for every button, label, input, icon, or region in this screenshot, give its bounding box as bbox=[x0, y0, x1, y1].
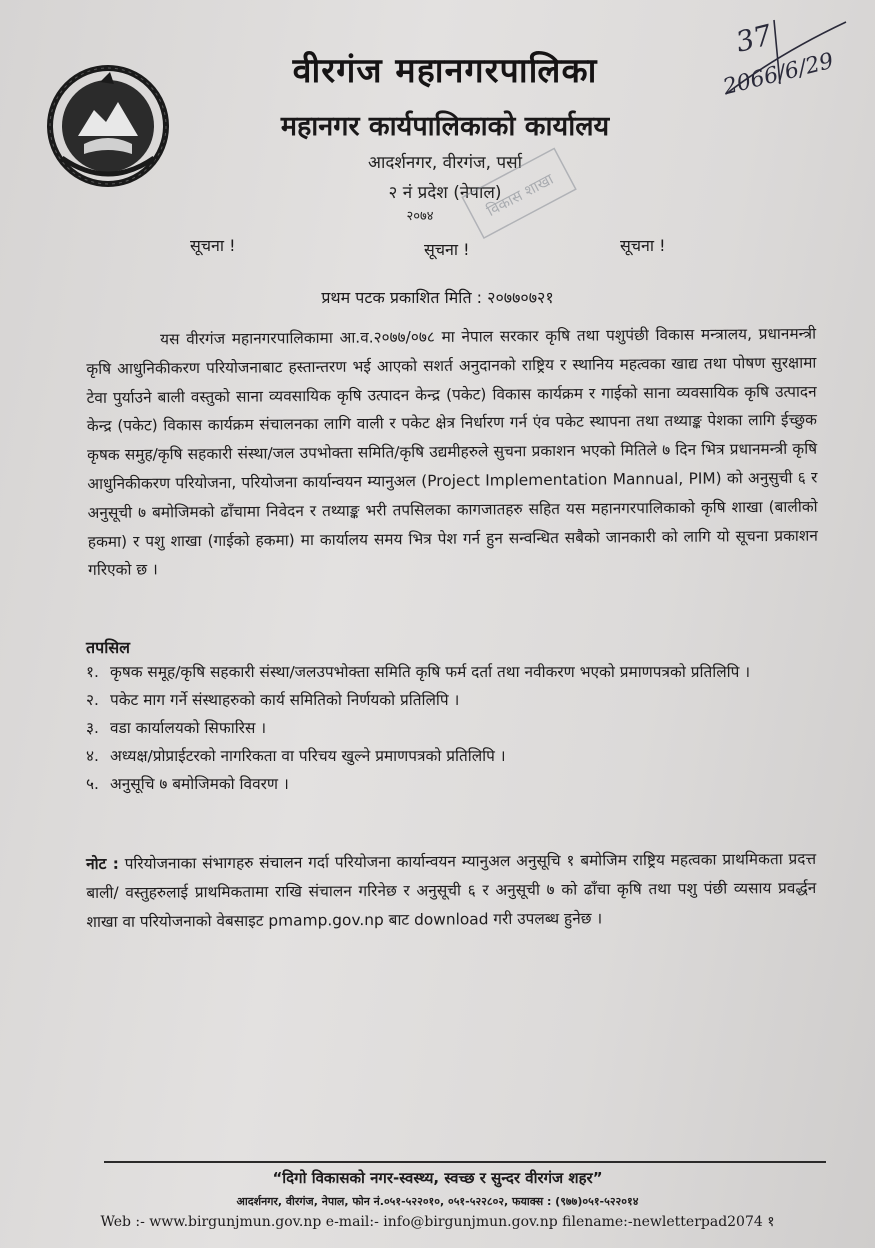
notice-body: यस वीरगंज महानगरपालिकामा आ.व.२०७७/०७८ मा नेपाल सरकार कृषि तथा पशुपंछी विकास मन्त्रालय, प्रधानमन्त्री कृषि आधुनिकीकरण परियोजनाबाट हस्तान्तरण भई आएको सशर्त अनुदानको राष्ट्रिय र स्थानिय महत्वका खाद्य तथा पोषण सुरक्षामा टेवा पुर्याउने बाली वस्तुको साना व्यवसायिक कृषि उत्पादन केन्द्र (पकेट) विकास कार्यक्रम र गाईको साना व्यवसायिक कृषि उत्पादन केन्द्र (पकेट) विकास कार्यक्रम संचालनका लागि वाली र पकेट क्षेत्र निर्धारण गर्न एंव पकेट स्थापना तथा तथ्याङ्क पेशका लागि ईच्छुक कृषक समुह/कृषि सहकारी संस्था/जल उपभोक्ता समिति/कृषि उद्यमीहरुले सुचना प्रकाशन भएको मितिले ७ दिन भित्र प्रधानमन्त्री कृषि आधुनिकीकरण परियोजना, परियोजना कार्यान्वयन म्यानुअल (Project Implementation Mannual, PIM) को अनुसुची ६ र अनुसूची ७ बमोजिमको ढाँचामा निवेदन र तथ्याङ्क भरी तपसिलका कागजातहरु सहित यस महानगरपालिकाको कृषि शाखा (बालीको हकमा) र पशु शाखा (गाईको हकमा) मा कार्यालय समय भित्र पेश गर्न हुन सन्वन्धित सबैको जानकारी को लागि यो सूचना प्रकाशन गरिएको छ । bbox=[86, 324, 818, 580]
province-line: २ नं प्रदेश (नेपाल) bbox=[388, 183, 502, 203]
note-paragraph bbox=[86, 845, 817, 937]
list-item-number: २. bbox=[86, 691, 99, 709]
footer-contact: आदर्शनगर, वीरगंज, नेपाल, फोन नं.०५१-५२२०१०, ०५१-५२२८०२, फयाक्स : (९७७)०५१-५२२०१४ bbox=[236, 1195, 639, 1208]
list-item-number: ३. bbox=[86, 719, 99, 737]
office-stamp-icon bbox=[460, 140, 580, 250]
notice-label-center: सूचना ! bbox=[424, 240, 470, 259]
footer-slogan: “दिगो विकासको नगर-स्वस्थ्य, स्वच्छ र सुन्दर वीरगंज शहर” bbox=[272, 1169, 603, 1187]
list-item-text: अध्यक्ष/प्रोप्राईटरको नागरिकता वा परिचय खुल्ने प्रमाणपत्रको प्रतिलिपि । bbox=[110, 747, 506, 765]
handwritten-number: 37 bbox=[732, 18, 776, 59]
office-title: महानगर कार्यपालिकाको कार्यालय bbox=[280, 111, 610, 142]
note-label: नोट : bbox=[86, 854, 119, 873]
list-item bbox=[86, 742, 806, 770]
notice-label-left: सूचना ! bbox=[190, 236, 236, 255]
note-text: परियोजनाका संभागहरु संचालन गर्दा परियोजना कार्यान्वयन म्यानुअल अनुसूचि १ बमोजिम राष्ट्रिय महत्वका प्राथमिकता प्रदत्त बाली/ वस्तुहरुलाई प्राथमिकतामा राखि संचालन गरिनेछ र अनुसूची ६ र अनुसूची ७ को ढाँचा कृषि तथा पशु पंछी व्यसाय प्रवर्द्धन शाखा वा परियोजनाको वेबसाइट pmamp.gov.np बाट download गरी उपलब्ध हुनेछ । bbox=[86, 849, 817, 931]
list-item-text: अनुसूचि ७ बमोजिमको विवरण । bbox=[110, 775, 289, 793]
nepal-emblem-icon bbox=[44, 62, 172, 190]
handwritten-date: 2066/6/29 bbox=[720, 48, 837, 101]
notice-label-right: सूचना ! bbox=[620, 236, 666, 255]
list-item-number: १. bbox=[86, 663, 99, 681]
list-item bbox=[86, 770, 806, 798]
list-item-text: वडा कार्यालयको सिफारिस । bbox=[110, 719, 267, 737]
stamp-text: विकास शाखा bbox=[483, 169, 557, 221]
published-date: प्रथम पटक प्रकाशित मिति : २०७७०७२१ bbox=[321, 288, 554, 307]
footer-web: Web :- www.birgunjmun.gov.np e-mail:- info@birgunjmun.gov.np filename:-newletterpad2074 १ bbox=[100, 1214, 775, 1230]
handwritten-annotation bbox=[718, 14, 858, 114]
list-item-number: ५. bbox=[86, 775, 99, 793]
tapsil-heading: तपसिल bbox=[86, 638, 131, 657]
list-item bbox=[86, 714, 806, 742]
year-fragment: २०७४ bbox=[406, 209, 434, 224]
list-item-text: कृषक समूह/कृषि सहकारी संस्था/जलउपभोक्ता समिति कृषि फर्म दर्ता तथा नवीकरण भएको प्रमाणपत्रको प्रतिलिपि । bbox=[110, 663, 751, 681]
list-item-number: ४. bbox=[86, 747, 99, 765]
document-list bbox=[86, 658, 806, 798]
list-item-text: पकेट माग गर्ने संस्थाहरुको कार्य समितिको निर्णयको प्रतिलिपि । bbox=[110, 691, 460, 709]
footer-divider bbox=[104, 1161, 826, 1163]
list-item bbox=[86, 686, 806, 714]
address-line: आदर्शनगर, वीरगंज, पर्सा bbox=[367, 153, 523, 173]
municipality-title: वीरगंज महानगरपालिका bbox=[292, 51, 598, 91]
list-item bbox=[86, 658, 806, 686]
